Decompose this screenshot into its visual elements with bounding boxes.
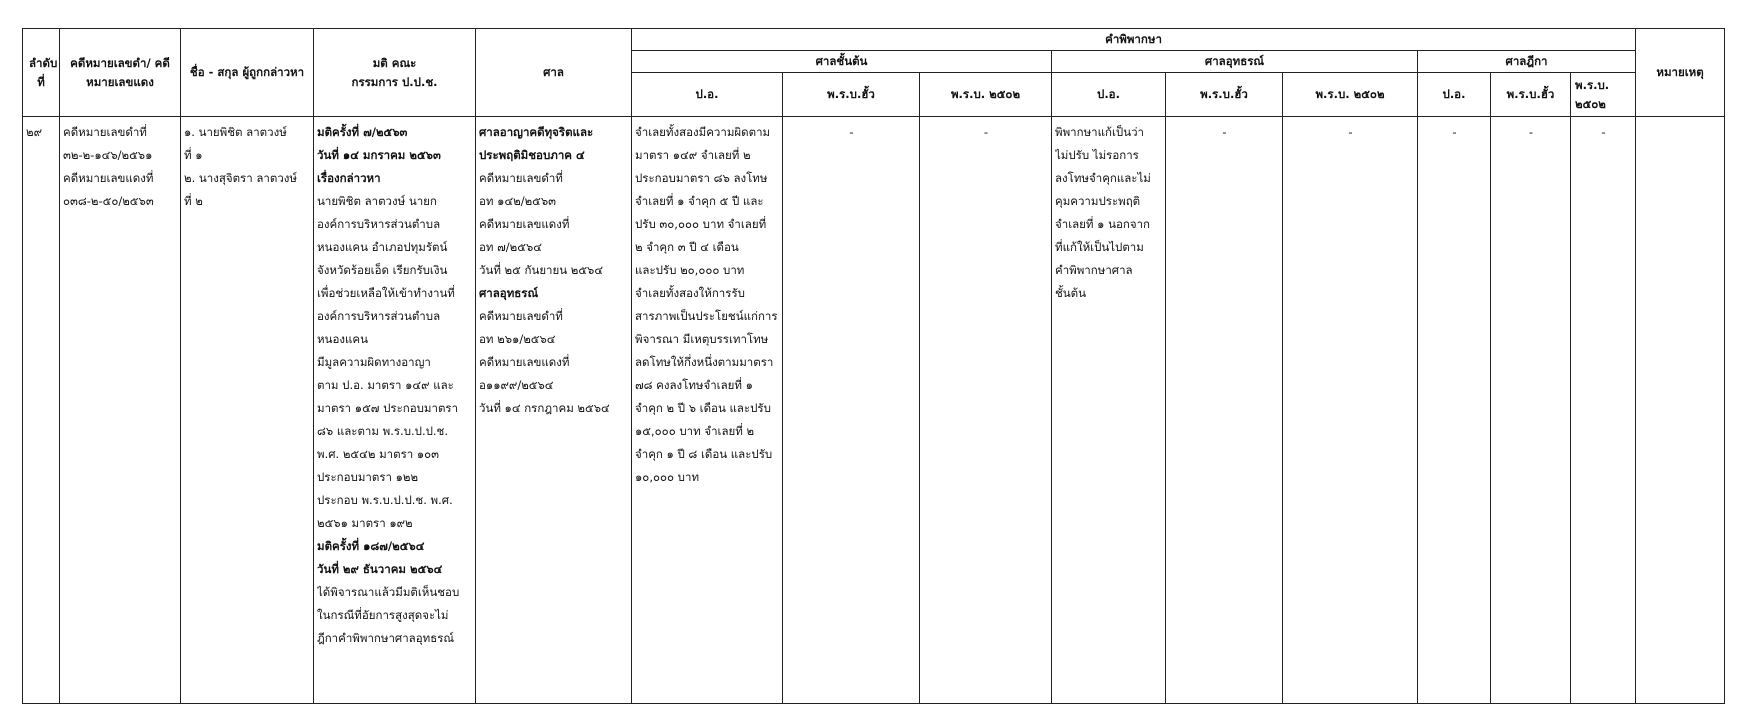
- text-line: คดีหมายเลขดำที่: [63, 125, 147, 139]
- text-line: อท ๑๔๒/๒๕๖๓: [479, 194, 557, 208]
- header-first-act-anti: พ.ร.บ.ฮั้ว: [783, 73, 920, 117]
- text-line: องค์การบริหารส่วนตำบล: [317, 217, 441, 231]
- text-line: ประพฤติมิชอบภาค ๔: [479, 148, 585, 162]
- text-line: ศาลอุทธรณ์: [479, 286, 539, 300]
- cell-supreme-act-2502: -: [1571, 117, 1636, 704]
- text-line: ๒. นางสุจิตรา ลาตวงษ์: [184, 171, 297, 185]
- text-line: หนองแคน: [317, 332, 368, 346]
- text-line: จำเลยทั้งสองให้การรับ: [635, 286, 745, 300]
- text-line: มาตรา ๑๕๗ ประกอบมาตรา: [317, 401, 459, 415]
- text-line: จังหวัดร้อยเอ็ด เรียกรับเงิน: [317, 263, 448, 277]
- text-line: ๑๕,๐๐๐ บาท จำเลยที่ ๒: [635, 424, 755, 438]
- header-accused-name: ชื่อ - สกุล ผู้ถูกกล่าวหา: [181, 29, 314, 117]
- text-line: ศาลอาญาคดีทุจริตและ: [479, 125, 594, 139]
- header-first-act-2502: พ.ร.บ. ๒๕๐๒: [920, 73, 1052, 117]
- cell-case-no: [60, 117, 181, 704]
- header-supreme-act-2502: พ.ร.บ. ๒๕๐๒: [1571, 73, 1636, 117]
- text-line: ประกอบมาตรา ๑๒๒: [317, 470, 419, 484]
- cell-supreme-penal: -: [1418, 117, 1491, 704]
- header-appeal-act-anti: พ.ร.บ.ฮั้ว: [1166, 73, 1283, 117]
- text-line: คดีหมายเลขแดงที่: [479, 355, 570, 369]
- cell-appeal-penal: [1052, 117, 1166, 704]
- text-line: ไม่ปรับ ไม่รอการ: [1055, 148, 1139, 162]
- text-line: นายพิชิต ลาตวงษ์ นายก: [317, 194, 437, 208]
- text-line: วันที่ ๒๕ กันยายน ๒๕๖๔: [479, 263, 604, 277]
- table-row: [23, 117, 1725, 704]
- cell-accused-names: [181, 117, 314, 704]
- text-line: อท ๗/๒๕๖๔: [479, 240, 542, 254]
- text-line: จำเลยที่ ๑ จำคุก ๕ ปี และ: [635, 194, 764, 208]
- text-line: ตาม ป.อ. มาตรา ๑๔๙ และ: [317, 378, 454, 392]
- header-supreme-court: ศาลฎีกา: [1418, 51, 1636, 73]
- header-appeal-act-2502: พ.ร.บ. ๒๕๐๒: [1283, 73, 1418, 117]
- text-line: ๑. นายพิชิต ลาตวงษ์: [184, 125, 287, 139]
- text-line: จำคุก ๑ ปี ๘ เดือน และปรับ: [635, 447, 773, 461]
- cell-appeal-act-2502: -: [1283, 117, 1418, 704]
- cell-resolution: [314, 117, 476, 704]
- text-line: มติครั้งที่ ๗/๒๕๖๓: [317, 125, 408, 139]
- text-line: องค์การบริหารส่วนตำบล: [317, 309, 441, 323]
- text-line: ในกรณีที่อัยการสูงสุดจะไม่: [317, 608, 449, 622]
- text-line: และปรับ ๒๐,๐๐๐ บาท: [635, 263, 745, 277]
- text-line: ๗๘ คงลงโทษจำเลยที่ ๑: [635, 378, 753, 392]
- text-line: มาตรา ๑๔๙ จำเลยที่ ๒: [635, 148, 751, 162]
- header-first-court: ศาลชั้นต้น: [632, 51, 1052, 73]
- text-line: ที่แก้ให้เป็นไปตาม: [1055, 240, 1144, 254]
- text-line: ปรับ ๓๐,๐๐๐ บาท จำเลยที่: [635, 217, 767, 231]
- header-case-no: คดีหมายเลขดำ/ คดีหมายเลขแดง: [60, 29, 181, 117]
- text-line: ลดโทษให้กึ่งหนึ่งตามมาตรา: [635, 355, 774, 369]
- text-line: จำคุก ๒ ปี ๖ เดือน และปรับ: [635, 401, 771, 415]
- text-line: อท ๒๖๑/๒๕๖๔: [479, 332, 556, 346]
- text-line: ๐๓๘-๒-๕๐/๒๕๖๓: [63, 194, 154, 208]
- header-appeal-penal: ป.อ.: [1052, 73, 1166, 117]
- header-court: ศาล: [476, 29, 632, 117]
- text-line: เพื่อช่วยเหลือให้เข้าทำงานที่: [317, 286, 455, 300]
- judgment-table: [22, 28, 1725, 704]
- text-line: ที่ ๒: [184, 194, 203, 208]
- text-line: พิจารณา มีเหตุบรรเทาโทษ: [635, 332, 769, 346]
- text-line: ๘๖ และตาม พ.ร.บ.ป.ป.ช.: [317, 424, 449, 438]
- text-line: อ๑๑๙๙/๒๕๖๔: [479, 378, 554, 392]
- text-line: ๒ จำคุก ๓ ปี ๔ เดือน: [635, 240, 739, 254]
- text-line: วันที่ ๑๔ มกราคม ๒๕๖๓: [317, 148, 441, 162]
- text-line: ประกอบ พ.ร.บ.ป.ป.ช. พ.ศ.: [317, 493, 453, 507]
- text-line: เรื่องกล่าวหา: [317, 171, 381, 185]
- text-line: ลงโทษจำคุกและไม่: [1055, 171, 1151, 185]
- cell-no: ๒๙: [23, 117, 60, 704]
- text-line: ๓๒-๒-๑๔๖/๒๕๖๑: [63, 148, 153, 162]
- text-line: ประกอบมาตรา ๘๖ ลงโทษ: [635, 171, 768, 185]
- text-line: พ.ศ. ๒๕๔๒ มาตรา ๑๐๓: [317, 447, 440, 461]
- text-line: ๒๕๖๑ มาตรา ๑๙๒: [317, 516, 413, 530]
- text-line: ฎีกาคำพิพากษาศาลอุทธรณ์: [317, 631, 455, 645]
- cell-court: [476, 117, 632, 704]
- header-resolution: มติ คณะกรรมการ ป.ป.ช.: [314, 29, 476, 117]
- text-line: คดีหมายเลขดำที่: [479, 309, 563, 323]
- text-line: คดีหมายเลขแดงที่: [479, 217, 570, 231]
- text-line: สารภาพเป็นประโยชน์แก่การ: [635, 309, 778, 323]
- text-line: คำพิพากษาศาล: [1055, 263, 1133, 277]
- text-line: ได้พิจารณาแล้วมีมติเห็นชอบ: [317, 585, 460, 599]
- cell-supreme-act-anti: -: [1491, 117, 1571, 704]
- cell-appeal-act-anti: -: [1166, 117, 1283, 704]
- header-first-penal: ป.อ.: [632, 73, 783, 117]
- header-supreme-penal: ป.อ.: [1418, 73, 1491, 117]
- cell-first-act-anti: -: [783, 117, 920, 704]
- text-line: คุมความประพฤติ: [1055, 194, 1141, 208]
- header-appeal-court: ศาลอุทธรณ์: [1052, 51, 1418, 73]
- text-line: วันที่ ๒๙ ธันวาคม ๒๕๖๔: [317, 562, 443, 576]
- text-line: ชั้นต้น: [1055, 286, 1086, 300]
- text-line: ที่ ๑: [184, 148, 203, 162]
- header-no: ลำดับที่: [23, 29, 60, 117]
- text-line: มีมูลความผิดทางอาญา: [317, 355, 431, 369]
- text-line: จำเลยทั้งสองมีความผิดตาม: [635, 125, 771, 139]
- header-supreme-act-anti: พ.ร.บ.ฮั้ว: [1491, 73, 1571, 117]
- text-line: พิพากษาแก้เป็นว่า: [1055, 125, 1145, 139]
- text-line: วันที่ ๑๔ กรกฎาคม ๒๕๖๔: [479, 401, 610, 415]
- text-line: ๑๐,๐๐๐ บาท: [635, 470, 700, 484]
- text-line: คดีหมายเลขแดงที่: [63, 171, 154, 185]
- text-line: หนองแคน อำเภอปทุมรัตน์: [317, 240, 448, 254]
- text-line: มติครั้งที่ ๑๘๗/๒๕๖๔: [317, 539, 425, 553]
- cell-remarks: [1636, 117, 1725, 704]
- text-line: คดีหมายเลขดำที่: [479, 171, 563, 185]
- header-remarks: หมายเหตุ: [1636, 29, 1725, 117]
- cell-first-act-2502: -: [920, 117, 1052, 704]
- cell-first-penal: [632, 117, 783, 704]
- header-judgment: คำพิพากษา: [632, 29, 1636, 51]
- text-line: จำเลยที่ ๑ นอกจาก: [1055, 217, 1150, 231]
